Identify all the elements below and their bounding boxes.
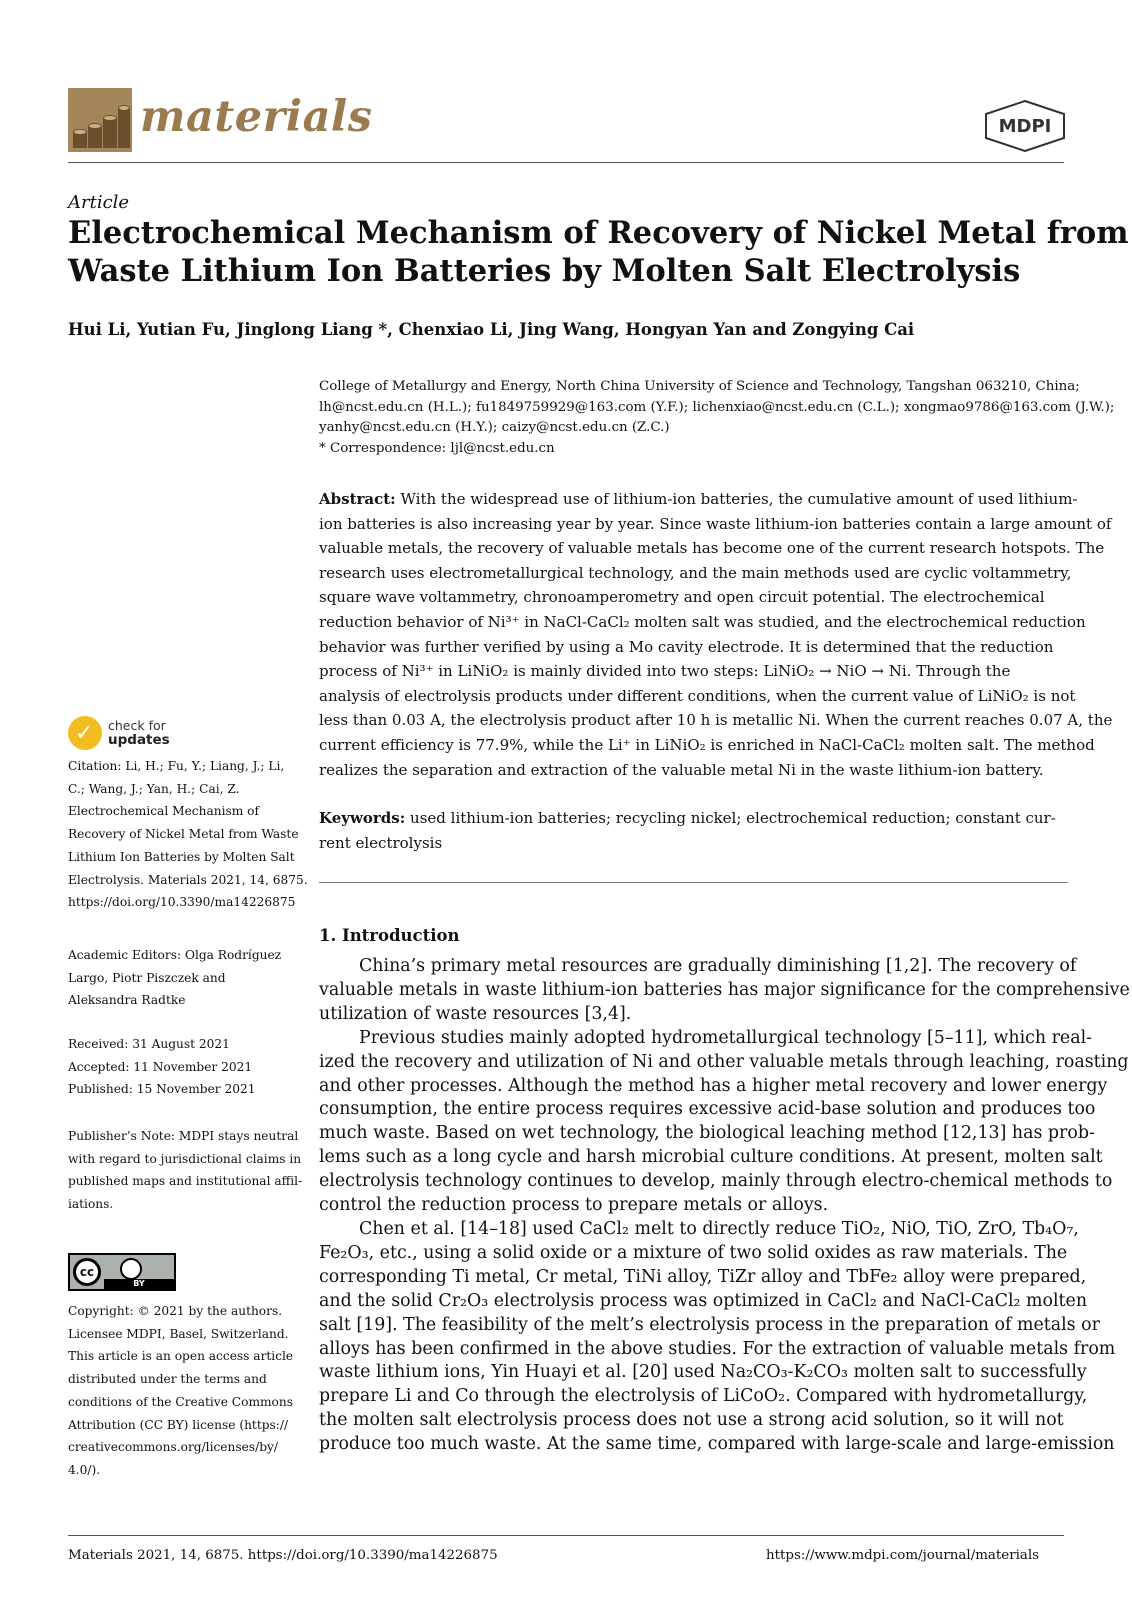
header-divider	[68, 162, 1064, 163]
body-line: Previous studies mainly adopted hydrometallurgical technology [5–11], which real-	[359, 1027, 1093, 1048]
body-line: and the solid Cr₂O₃ electrolysis process was optimized in CaCl₂ and NaCl-CaCl₂ molten	[319, 1290, 1088, 1311]
body-line: salt [19]. The feasibility of the melt’s electrolysis process in the preparation of metals or	[319, 1314, 1100, 1335]
citation-line: Electrochemical Mechanism of	[68, 804, 260, 819]
attribution-icon	[120, 1258, 142, 1280]
abstract-line: square wave voltammetry, chronoamperometry and open circuit potential. The electrochemical	[319, 588, 1045, 607]
cc-by-license-icon[interactable]	[68, 1253, 176, 1291]
section-divider	[319, 882, 1068, 883]
cc-icon: cc	[73, 1258, 101, 1286]
editors-line: Academic Editors: Olga Rodríguez	[68, 948, 282, 962]
abstract-line: Abstract: With the widespread use of lithium-ion batteries, the cumulative amount of used lithium-	[319, 490, 1078, 508]
keywords-line: rent electrolysis	[319, 833, 443, 852]
copyright-block	[68, 1300, 298, 1482]
body-line: control the reduction process to prepare metals or alloys.	[319, 1195, 829, 1216]
copyright-line: This article is an open access article	[68, 1349, 294, 1364]
body-line: ized the recovery and utilization of Ni and other valuable metals through leaching, roasting	[319, 1051, 1129, 1072]
journal-name: materials	[140, 92, 373, 142]
keywords-line: Keywords: used lithium-ion batteries; recycling nickel; electrochemical reduction; constant cur-	[319, 809, 1056, 827]
affiliation-line: yanhy@ncst.edu.cn (H.Y.); caizy@ncst.edu.cn (Z.C.)	[319, 420, 670, 435]
abstract-line: ion batteries is also increasing year by year. Since waste lithium-ion batteries contain a large amount of	[319, 514, 1112, 533]
section-heading: 1. Introduction	[319, 926, 460, 945]
copyright-line: distributed under the terms and	[68, 1372, 267, 1387]
abstract-line: reduction behavior of Ni³⁺ in NaCl-CaCl₂ molten salt was studied, and the electrochemical reduction	[319, 612, 1086, 631]
publisher-note-line: published maps and institutional affil-	[68, 1174, 303, 1189]
article-title	[68, 214, 1129, 290]
academic-editors	[68, 944, 298, 1012]
body-line: prepare Li and Co through the electrolysis of LiCoO₂. Compared with hydrometallurgy,	[319, 1386, 1088, 1407]
copyright-line: Licensee MDPI, Basel, Switzerland.	[68, 1326, 289, 1341]
body-line: consumption, the entire process requires excessive acid-base solution and produces too	[319, 1099, 1096, 1120]
received-date: Received: 31 August 2021	[68, 1037, 230, 1051]
body-line: much waste. Based on wet technology, the biological leaching method [12,13] has prob-	[319, 1123, 1095, 1144]
check-updates-icon: ✓	[68, 716, 102, 750]
abstract-line: analysis of electrolysis products under different conditions, when the current value of LiNiO₂ is not	[319, 686, 1076, 705]
title-line: Waste Lithium Ion Batteries by Molten Salt Electrolysis	[68, 253, 1021, 289]
publication-dates	[68, 1033, 298, 1101]
body-line: corresponding Ti metal, Cr metal, TiNi alloy, TiZr alloy and TbFe₂ alloy were prepared,	[319, 1266, 1087, 1287]
abstract-line: research uses electrometallurgical technology, and the main methods used are cyclic voltammetry,	[319, 563, 1072, 582]
footer-citation[interactable]: Materials 2021, 14, 6875. https://doi.org/10.3390/ma14226875	[68, 1548, 498, 1563]
body-line: alloys has been confirmed in the above studies. For the extraction of valuable metals from	[319, 1338, 1116, 1359]
footer-divider	[68, 1535, 1064, 1536]
article-type: Article	[68, 192, 130, 213]
title-line: Electrochemical Mechanism of Recovery of Nickel Metal from	[68, 215, 1129, 251]
body-line: produce too much waste. At the same time, compared with large-scale and large-emission	[319, 1434, 1115, 1455]
abstract-line: current efficiency is 77.9%, while the Li⁺ in LiNiO₂ is enriched in NaCl-CaCl₂ molten salt. The method	[319, 735, 1095, 754]
copyright-line: conditions of the Creative Commons	[68, 1394, 293, 1409]
citation-line: Citation: Li, H.; Fu, Y.; Liang, J.; Li,	[68, 759, 285, 773]
citation-line: Recovery of Nickel Metal from Waste	[68, 827, 299, 842]
license-badge-label: BY	[104, 1279, 174, 1289]
abstract-line: realizes the separation and extraction of the valuable metal Ni in the waste lithium-ion battery.	[319, 760, 1044, 779]
check-updates-label-bold: updates	[108, 732, 170, 748]
check-for-updates-button[interactable]	[68, 716, 218, 756]
body-line: electrolysis technology continues to develop, mainly through electro-chemical methods to	[319, 1171, 1113, 1192]
author-list: Hui Li, Yutian Fu, Jinglong Liang *, Chenxiao Li, Jing Wang, Hongyan Yan and Zongying Cai	[68, 320, 915, 339]
introduction-body	[319, 955, 1130, 1457]
abstract-label: Abstract:	[319, 490, 396, 508]
editors-line: Largo, Piotr Piszczek and	[68, 970, 226, 985]
keywords	[319, 806, 1068, 855]
abstract	[319, 487, 1113, 782]
mdpi-logo-text: MDPI	[998, 116, 1052, 137]
journal-logo	[68, 88, 132, 152]
body-line: China’s primary metal resources are gradually diminishing [1,2]. The recovery of	[359, 956, 1077, 976]
publisher-note-line: with regard to jurisdictional claims in	[68, 1151, 302, 1166]
publisher-note	[68, 1125, 303, 1216]
copyright-line: Attribution (CC BY) license (https://	[68, 1417, 289, 1432]
abstract-line: less than 0.03 A, the electrolysis product after 10 h is metallic Ni. When the current reaches 0.07 A, the	[319, 711, 1113, 730]
citation-line: Lithium Ion Batteries by Molten Salt	[68, 849, 295, 864]
body-line: utilization of waste resources [3,4].	[319, 1003, 632, 1024]
affiliation-line: lh@ncst.edu.cn (H.L.); fu1849759929@163.com (Y.F.); lichenxiao@ncst.edu.cn (C.L.); xongmao9786@163.com (J.W.);	[319, 399, 1115, 415]
published-date: Published: 15 November 2021	[68, 1082, 256, 1097]
body-line: Chen et al. [14–18] used CaCl₂ melt to directly reduce TiO₂, NiO, TiO, ZrO, Tb₄O₇,	[359, 1218, 1079, 1239]
license-link[interactable]: creativecommons.org/licenses/by/	[68, 1440, 278, 1455]
keywords-label: Keywords:	[319, 809, 406, 827]
body-line: valuable metals in waste lithium-ion batteries has major significance for the comprehensive	[319, 979, 1130, 1000]
body-line: waste lithium ions, Yin Huayi et al. [20] used Na₂CO₃-K₂CO₃ molten salt to successfully	[319, 1362, 1087, 1383]
footer-journal-url[interactable]: https://www.mdpi.com/journal/materials	[766, 1548, 1040, 1563]
check-updates-label: check for	[108, 718, 166, 733]
copyright-line: Copyright: © 2021 by the authors.	[68, 1304, 283, 1318]
body-line: the molten salt electrolysis process does not use a strong acid solution, so it will not	[319, 1410, 1064, 1431]
body-line: Fe₂O₃, etc., using a solid oxide or a mixture of two solid oxides as raw materials. The	[319, 1242, 1068, 1263]
correspondence-line: * Correspondence: ljl@ncst.edu.cn	[319, 440, 555, 456]
body-line: lems such as a long cycle and harsh microbial culture conditions. At present, molten salt	[319, 1147, 1103, 1168]
abstract-line: process of Ni³⁺ in LiNiO₂ is mainly divided into two steps: LiNiO₂ → NiO → Ni. Through the	[319, 662, 1011, 681]
citation-line: Electrolysis. Materials 2021, 14, 6875.	[68, 872, 308, 887]
citation-doi-link[interactable]: https://doi.org/10.3390/ma14226875	[68, 895, 296, 910]
publisher-note-line: Publisher’s Note: MDPI stays neutral	[68, 1129, 299, 1143]
citation-line: C.; Wang, J.; Yan, H.; Cai, Z.	[68, 781, 240, 796]
abstract-line: behavior was further verified by using a Mo cavity electrode. It is determined that the reduction	[319, 637, 1054, 656]
citation-block	[68, 755, 308, 914]
copyright-line: 4.0/).	[68, 1462, 101, 1477]
affiliation-block	[319, 377, 1115, 459]
editors-line: Aleksandra Radtke	[68, 993, 186, 1008]
mdpi-logo[interactable]	[984, 100, 1066, 152]
publisher-note-line: iations.	[68, 1197, 114, 1212]
abstract-line: valuable metals, the recovery of valuable metals has become one of the current research hotspots. The	[319, 539, 1105, 558]
accepted-date: Accepted: 11 November 2021	[68, 1059, 253, 1074]
affiliation-line: College of Metallurgy and Energy, North China University of Science and Technology, Tangshan 063210, China;	[319, 379, 1080, 394]
body-line: and other processes. Although the method has a higher metal recovery and lower energy	[319, 1075, 1108, 1096]
